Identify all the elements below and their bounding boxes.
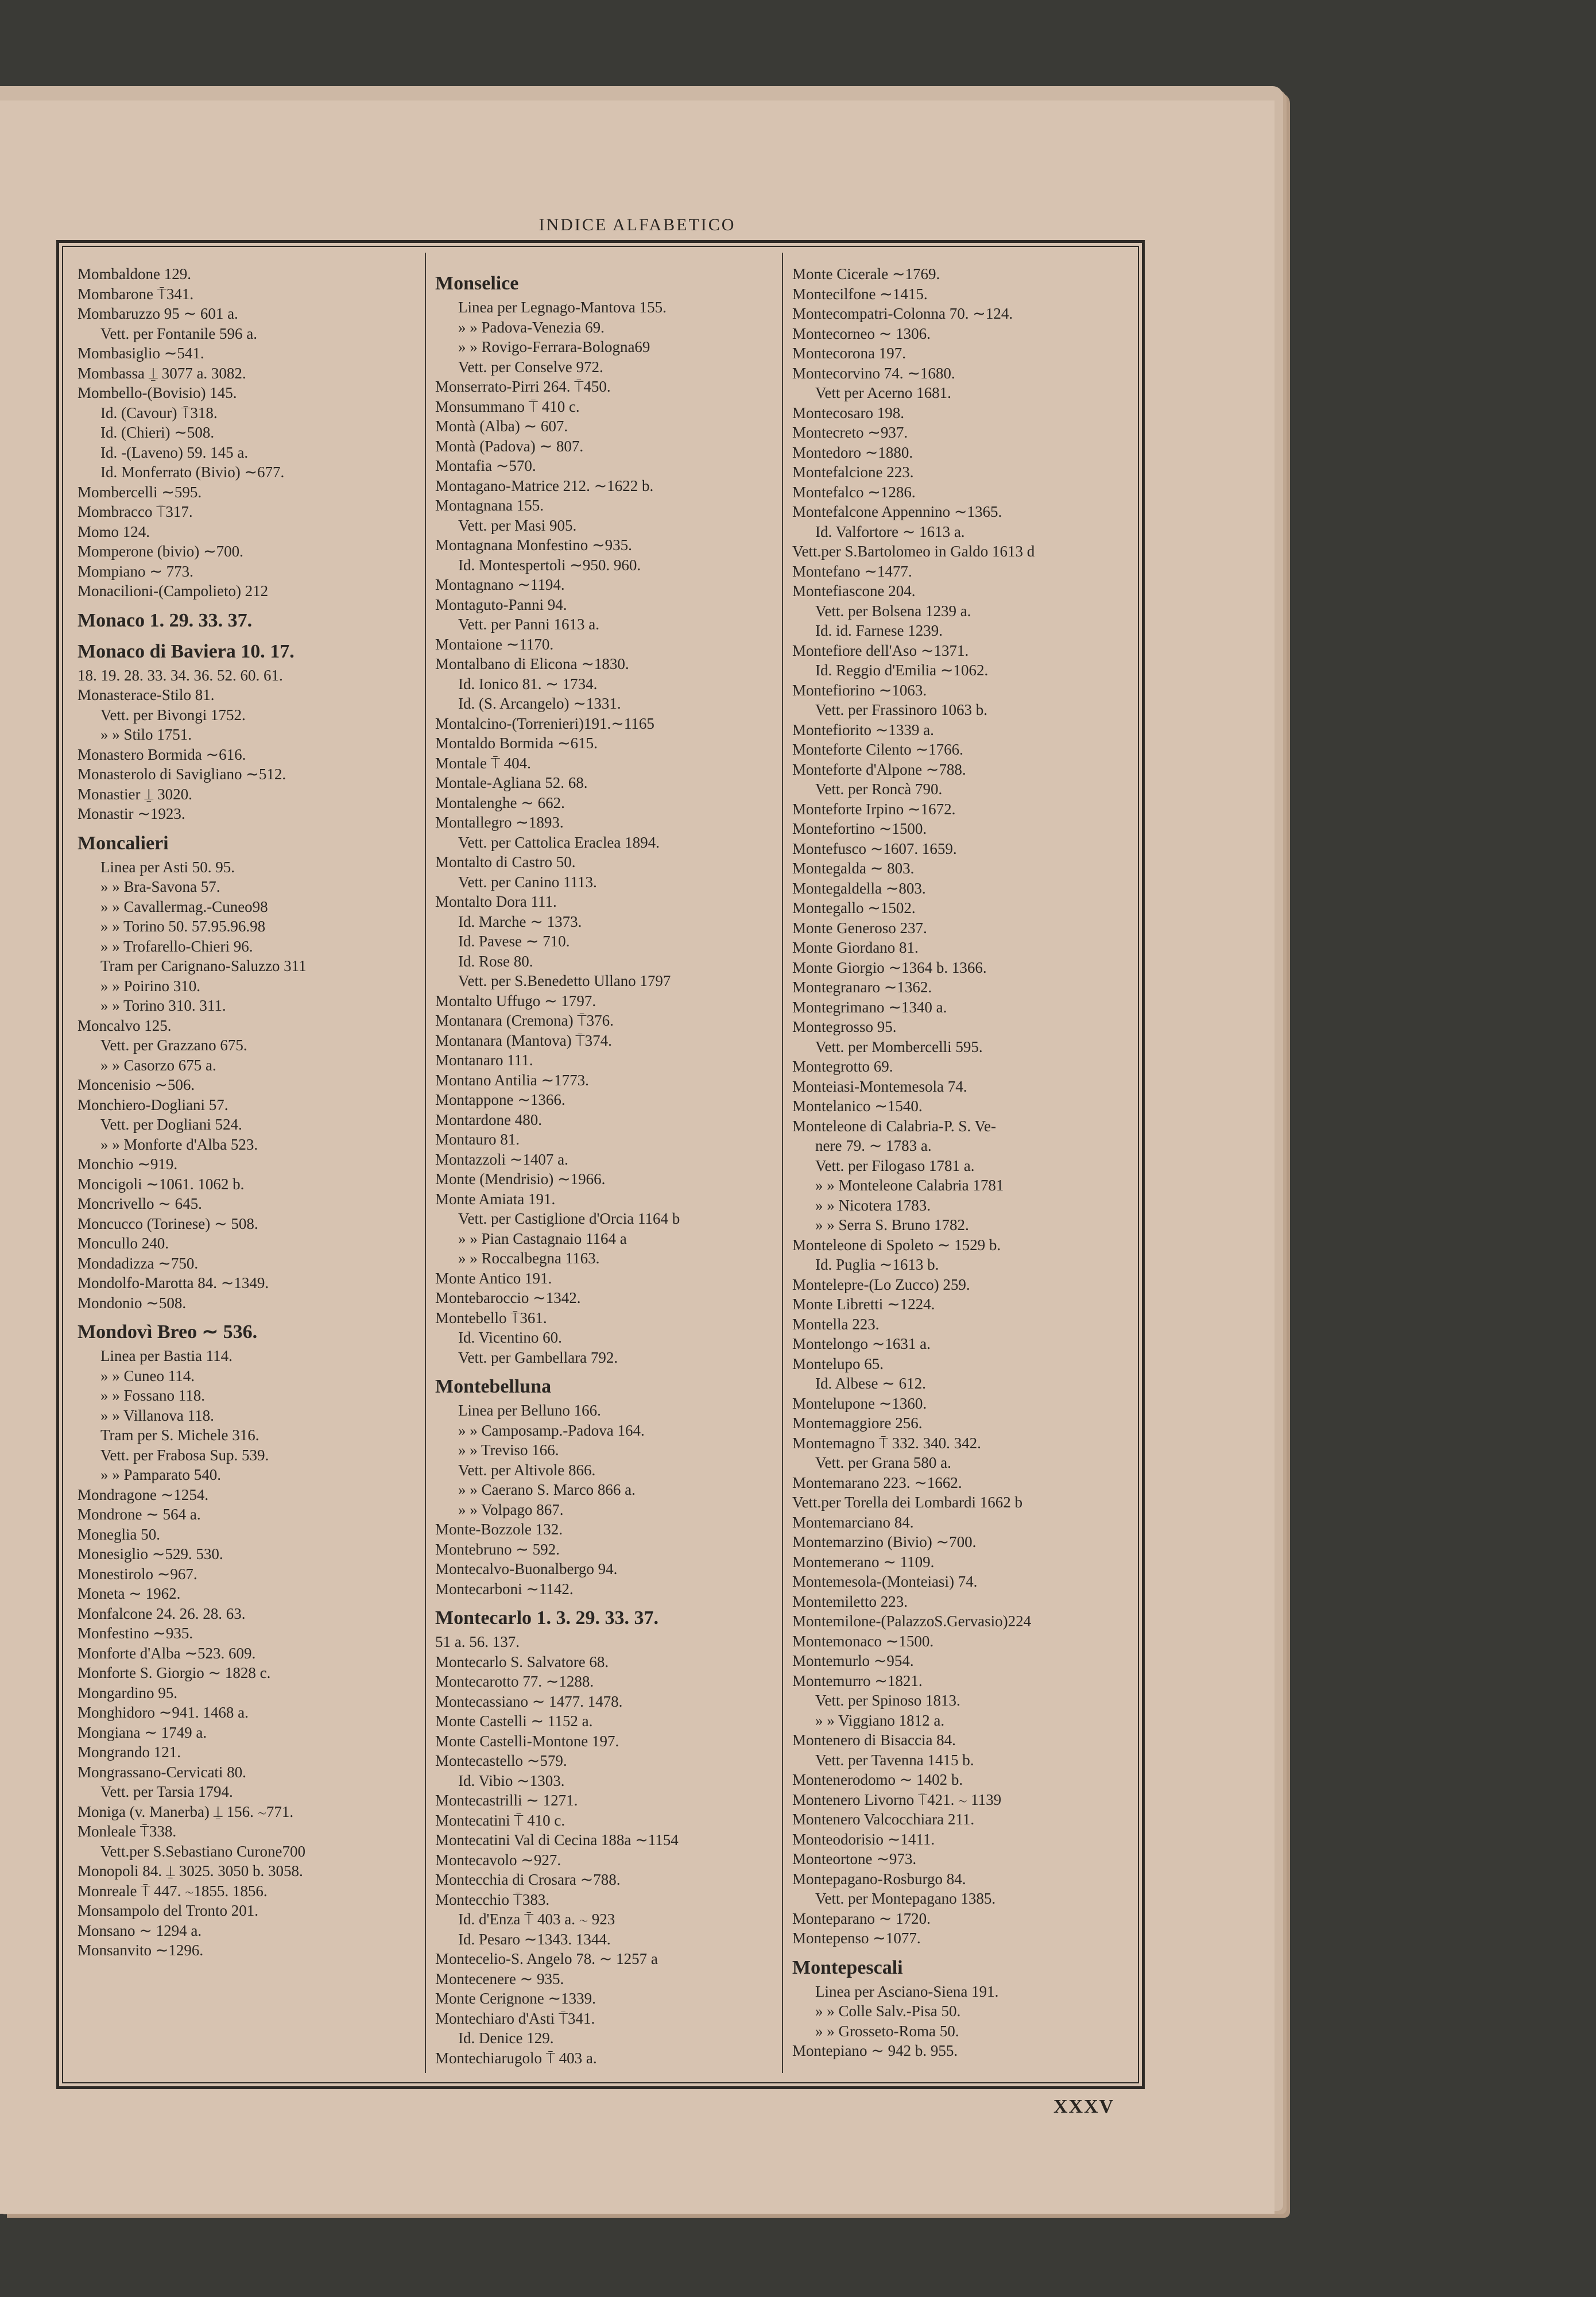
index-entry: Montegaldа ∼ 803. [792, 860, 915, 877]
index-entry: Id. Puglia ∼1613 b. [815, 1256, 939, 1273]
index-entry: Monteleone di Spoleto ∼ 1529 b. [792, 1236, 1001, 1254]
index-entry: » » Trofarello-Chieri 96. [100, 937, 253, 955]
index-entry: Montemaggiore 256. [792, 1414, 923, 1432]
index-entry: Montemilone-(PalazzoS.Gervasio)224 [792, 1612, 1032, 1630]
index-entry: Mompiano ∼ 773. [78, 562, 193, 580]
index-entry: Montecalvo-Buonalbergo 94. [435, 1560, 618, 1577]
index-entry: Id. -(Laveno) 59. 145 a. [100, 443, 249, 461]
index-entry: Montecchia di Crosara ∼788. [435, 1871, 621, 1888]
index-entry: Montagano-Matrice 212. ∼1622 b. [435, 477, 654, 494]
index-entry: » » Grosseto-Roma 50. [815, 2022, 959, 2040]
index-entry: Montenero di Bisaccia 84. [792, 1731, 956, 1749]
index-entry: Moncullo 240. [78, 1235, 169, 1252]
index-entry: Monastier ⍊ 3020. [78, 785, 192, 803]
index-entry: Monfestino ∼935. [78, 1625, 193, 1642]
index-entry: Monte Generoso 237. [792, 919, 927, 937]
index-entry: Montappone ∼1366. [435, 1091, 565, 1108]
index-heading: Moncalieri [78, 832, 169, 854]
index-entry: Montefortino ∼1500. [792, 820, 927, 837]
index-entry: Montemurro ∼1821. [792, 1672, 923, 1689]
index-entry: » » Torino 50. 57.95.96.98 [100, 918, 266, 935]
index-entry: Monte (Mendrisio) ∼1966. [435, 1170, 606, 1188]
index-entry: Monchio ∼919. [78, 1155, 178, 1173]
index-entry: » » Volpago 867. [458, 1501, 564, 1518]
index-entry: Monsampolo del Tronto 201. [78, 1902, 259, 1919]
index-entry: Monteodorisio ∼1411. [792, 1830, 935, 1848]
index-entry: Monestirolo ∼967. [78, 1565, 197, 1583]
index-entry: Montemarciano 84. [792, 1513, 914, 1531]
index-column-1 [78, 264, 422, 1960]
index-entry: Id. Denice 129. [458, 2029, 554, 2047]
index-entry: Montecosaro 198. [792, 404, 904, 421]
index-entry: » » Treviso 166. [458, 1441, 559, 1459]
index-entry: Montemarano 223. ∼1662. [792, 1474, 962, 1491]
index-entry: Vett.per S.Sebastiano Curone700 [100, 1842, 305, 1860]
index-entry: Montefano ∼1477. [792, 562, 912, 580]
index-entry: Mombaruzzo 95 ∼ 601 a. [78, 305, 238, 322]
index-entry: Montelupo 65. [792, 1355, 884, 1372]
index-entry: Id. Valfortore ∼ 1613 a. [815, 523, 965, 540]
index-entry: » » Bra-Savona 57. [100, 878, 220, 895]
index-entry: Montecatini Val di Cecina 188a ∼1154 [435, 1831, 679, 1849]
index-entry: » » Monforte d'Alba 523. [100, 1135, 258, 1153]
index-entry: Montepagano-Rosburgo 84. [792, 1870, 966, 1888]
index-entry: Montecelio-S. Angelo 78. ∼ 1257 a [435, 1950, 658, 1967]
index-entry: Monte Castelli-Montone 197. [435, 1732, 619, 1750]
index-entry: Montegrosso 95. [792, 1018, 897, 1035]
index-entry: Montemonaco ∼1500. [792, 1632, 934, 1650]
index-entry: Id. (S. Arcangelo) ∼1331. [458, 695, 621, 712]
index-entry: Montedoro ∼1880. [792, 443, 913, 461]
index-entry: Montecilfone ∼1415. [792, 285, 928, 303]
index-entry: Monsano ∼ 1294 a. [78, 1921, 202, 1939]
index-heading: Monselice [435, 273, 519, 294]
index-entry: Id. Albese ∼ 612. [815, 1375, 926, 1392]
index-entry: Monte-Bozzole 132. [435, 1521, 563, 1538]
index-entry: Vett. per Filogaso 1781 a. [815, 1157, 975, 1174]
index-entry: Monteforte d'Alpone ∼788. [792, 760, 966, 778]
index-entry: Moncucco (Torinese) ∼ 508. [78, 1215, 258, 1232]
index-entry: Montalto di Castro 50. [435, 853, 576, 871]
index-entry: Montemesola-(Monteiasi) 74. [792, 1573, 978, 1590]
index-entry: Montechiaro d'Asti ⍑341. [435, 2009, 595, 2027]
index-heading: Mondovì Breo ∼ 536. [78, 1321, 258, 1343]
index-entry: Monreale ⍑ 447. ∼1855. 1856. [78, 1882, 268, 1900]
index-entry: Montecassiano ∼ 1477. 1478. [435, 1692, 623, 1710]
index-entry: Vett. per Fontanile 596 a. [100, 324, 257, 342]
index-entry: Linea per Belluno 166. [458, 1402, 601, 1419]
index-entry: Montecorona 197. [792, 345, 906, 362]
index-entry: Vett. per Masi 905. [458, 516, 577, 534]
index-entry: Montalto Dora 111. [435, 893, 557, 910]
index-entry: Montecarlo S. Salvatore 68. [435, 1653, 609, 1670]
index-entry: Vett. per Spinoso 1813. [815, 1692, 960, 1709]
index-entry: Montecavolo ∼927. [435, 1851, 561, 1869]
index-column-2 [435, 264, 780, 2068]
index-entry: Monteortone ∼973. [792, 1850, 917, 1867]
index-entry: Moncenisio ∼506. [78, 1076, 195, 1093]
index-entry: Montecarboni ∼1142. [435, 1580, 574, 1598]
index-entry: Mongiana ∼ 1749 a. [78, 1723, 207, 1741]
index-entry: » » Rovigo-Ferrara-Bologna69 [458, 338, 650, 355]
index-entry: Monteforte Cilento ∼1766. [792, 741, 963, 758]
index-entry: Monleale ⍑338. [78, 1823, 177, 1840]
index-entry: Montalto Uffugo ∼ 1797. [435, 992, 596, 1010]
index-entry: Id. Marche ∼ 1373. [458, 912, 582, 930]
index-entry: Monfalcone 24. 26. 28. 63. [78, 1604, 246, 1622]
index-entry: Mombracco ⍑317. [78, 503, 193, 520]
index-entry: Montebaroccio ∼1342. [435, 1289, 581, 1306]
index-entry: Montenero Valcocchiara 211. [792, 1811, 975, 1828]
index-entry: Montecorneo ∼ 1306. [792, 324, 931, 342]
index-entry: Vett. per Roncà 790. [815, 780, 943, 798]
index-entry: Monchiero-Dogliani 57. [78, 1096, 228, 1113]
index-entry: Montecatini ⍑ 410 c. [435, 1811, 565, 1829]
index-entry: Montefiorino ∼1063. [792, 681, 927, 699]
index-entry: » » Stilo 1751. [100, 726, 192, 743]
index-entry: Montechiarugolo ⍑ 403 a. [435, 2049, 597, 2067]
index-entry: Mombello-(Bovisio) 145. [78, 384, 237, 401]
index-entry: Id. (Chieri) ∼508. [100, 424, 215, 441]
index-entry: Vett. per Grana 580 a. [815, 1454, 951, 1471]
index-entry: Montefalcione 223. [792, 463, 914, 481]
index-entry: Montebello ⍑361. [435, 1309, 547, 1327]
index-entry: Id. Pesaro ∼1343. 1344. [458, 1930, 611, 1948]
index-heading: Montepescali [792, 1956, 903, 1978]
index-entry: Monte Cicerale ∼1769. [792, 265, 940, 283]
index-entry: Vett per Acerno 1681. [815, 384, 951, 401]
index-entry: Monte Libretti ∼1224. [792, 1296, 935, 1313]
index-entry: Linea per Bastia 114. [100, 1347, 233, 1364]
index-entry: Montaione ∼1170. [435, 635, 554, 653]
index-entry: Montaguto-Panni 94. [435, 595, 567, 613]
index-entry: Id. id. Farnese 1239. [815, 622, 943, 639]
index-entry: Monforte d'Alba ∼523. 609. [78, 1644, 256, 1662]
index-entry: Vett.per S.Bartolomeo in Galdo 1613 d [792, 543, 1035, 560]
index-entry: Vett. per Dogliani 524. [100, 1116, 242, 1133]
index-entry: Moneglia 50. [78, 1525, 160, 1543]
page-header: INDICE ALFABETICO [539, 215, 736, 234]
index-entry: Monsanvito ∼1296. [78, 1942, 204, 1959]
index-entry: Moncalvo 125. [78, 1016, 172, 1034]
index-entry: Monte Giordano 81. [792, 939, 919, 956]
index-entry: Montemiletto 223. [792, 1592, 908, 1610]
index-entry: Mombassa ⍊ 3077 a. 3082. [78, 364, 246, 382]
index-entry: Mombasiglio ∼541. [78, 345, 204, 362]
index-entry: Montecchio ⍑383. [435, 1890, 550, 1908]
index-entry: Vett. per Altivole 866. [458, 1461, 596, 1479]
index-entry: Monacilioni-(Campolieto) 212 [78, 582, 269, 600]
index-entry: Mombarone ⍑341. [78, 285, 194, 303]
index-entry: Mondonio ∼508. [78, 1294, 187, 1312]
index-entry: Linea per Legnago-Mantova 155. [458, 299, 667, 316]
index-entry: Vett. per Bivongi 1752. [100, 706, 246, 724]
index-entry: Montanara (Mantova) ⍑374. [435, 1031, 612, 1049]
index-entry: Montefalcone Appennino ∼1365. [792, 503, 1002, 520]
index-entry: Montagnano ∼1194. [435, 576, 565, 593]
index-entry: Mongrassano-Cervicati 80. [78, 1763, 246, 1781]
column-divider [425, 253, 426, 2073]
index-entry: Montelongo ∼1631 a. [792, 1335, 931, 1352]
index-entry: Montegrimano ∼1340 a. [792, 998, 947, 1016]
index-entry: Montazzoli ∼1407 a. [435, 1150, 568, 1168]
index-entry: Id. Rose 80. [458, 952, 533, 970]
index-entry: » » Monteleone Calabria 1781 [815, 1177, 1004, 1194]
index-entry: Montecastrilli ∼ 1271. [435, 1792, 578, 1809]
index-entry: » » Villanova 118. [100, 1406, 214, 1424]
page-number: XXXV [1053, 2096, 1115, 2117]
index-entry: Monte Castelli ∼ 1152 a. [435, 1712, 593, 1730]
index-entry: Tram per S. Michele 316. [100, 1426, 259, 1444]
index-entry: Monforte S. Giorgio ∼ 1828 c. [78, 1664, 271, 1681]
index-entry: Id. Vicentino 60. [458, 1329, 562, 1346]
index-entry: Montefiore dell'Aso ∼1371. [792, 641, 969, 659]
index-entry: Montallegro ∼1893. [435, 814, 564, 831]
index-entry: » » Fossano 118. [100, 1387, 206, 1404]
index-entry: Montemurlo ∼954. [792, 1652, 914, 1669]
index-entry: Vett. per Panni 1613 a. [458, 616, 599, 633]
index-entry: Montalcino-(Torrenieri)191.∼1165 [435, 714, 654, 732]
index-entry: Id. Monferrato (Bivio) ∼677. [100, 463, 285, 481]
index-heading: Montebelluna [435, 1376, 552, 1397]
column-divider [782, 253, 783, 2073]
index-entry: Momperone (bivio) ∼700. [78, 543, 243, 560]
index-entry: Vett. per Montepagano 1385. [815, 1890, 996, 1907]
index-entry: Montepenso ∼1077. [792, 1929, 921, 1947]
index-entry: Montalenghe ∼ 662. [435, 794, 565, 811]
index-entry: Monte Giorgio ∼1364 b. 1366. [792, 958, 987, 976]
index-entry: Vett.per Torella dei Lombardi 1662 b [792, 1494, 1023, 1511]
index-entry: » » Padova-Venezia 69. [458, 318, 605, 336]
index-entry: Montanaro 111. [435, 1051, 533, 1069]
index-entry: Monte Antico 191. [435, 1269, 552, 1287]
index-entry: Montemarzino (Bivio) ∼700. [792, 1533, 977, 1550]
index-entry: Moncigoli ∼1061. 1062 b. [78, 1175, 245, 1193]
index-entry: Montecorvino 74. ∼1680. [792, 364, 955, 382]
index-entry: » » Caerano S. Marco 866 a. [458, 1481, 636, 1498]
index-heading: Monaco di Baviera 10. 17. [78, 640, 295, 662]
index-entry: Monopoli 84. ⍊ 3025. 3050 b. 3058. [78, 1862, 303, 1880]
index-entry: Montà (Padova) ∼ 807. [435, 437, 584, 455]
index-entry: Montaldo Bormida ∼615. [435, 734, 598, 752]
index-entry: Moniga (v. Manerba) ⍊ 156. ∼771. [78, 1803, 294, 1820]
index-entry: Linea per Asciano-Siena 191. [815, 1982, 999, 2000]
index-entry: Montardone 480. [435, 1111, 542, 1128]
index-entry: Mombercelli ∼595. [78, 483, 202, 501]
index-entry: Id. Ionico 81. ∼ 1734. [458, 675, 598, 693]
index-entry: » » Torino 310. 311. [100, 997, 226, 1014]
index-entry: Montecastello ∼579. [435, 1752, 567, 1769]
index-entry: Monasterace-Stilo 81. [78, 686, 215, 703]
index-entry: Vett. per Tavenna 1415 b. [815, 1751, 974, 1769]
index-entry: Montella 223. [792, 1315, 880, 1333]
index-entry: Monserrato-Pirri 264. ⍑450. [435, 378, 611, 395]
index-entry: » » Pian Castagnaio 1164 a [458, 1229, 627, 1247]
index-entry: Vett. per Frassinoro 1063 b. [815, 701, 987, 718]
index-entry: Monsummano ⍑ 410 c. [435, 397, 580, 415]
index-entry: » » Colle Salv.-Pisa 50. [815, 2002, 961, 2020]
index-entry: » » Camposamp.-Padova 164. [458, 1421, 645, 1439]
index-entry: Id. Reggio d'Emilia ∼1062. [815, 662, 989, 679]
index-entry: Montagnana Monfestino ∼935. [435, 536, 632, 554]
index-entry: Monteleone di Calabria-P. S. Ve- [792, 1117, 996, 1135]
index-entry: Montenerodomo ∼ 1402 b. [792, 1771, 963, 1788]
index-entry: Montemerano ∼ 1109. [792, 1553, 935, 1571]
index-entry: Vett. per Canino 1113. [458, 873, 597, 891]
index-entry: Vett. per Conselve 972. [458, 358, 603, 376]
index-entry: Montefalco ∼1286. [792, 483, 916, 501]
index-entry: Vett. per Tarsia 1794. [100, 1783, 233, 1800]
index-entry: Montale-Agliana 52. 68. [435, 774, 588, 791]
index-entry: Mombaldone 129. [78, 265, 191, 283]
index-entry: Montelupone ∼1360. [792, 1394, 927, 1412]
index-heading: Monaco 1. 29. 33. 37. [78, 609, 253, 631]
index-entry: Monte Cerignone ∼1339. [435, 1990, 596, 2007]
index-entry: Vett. per Gambellara 792. [458, 1348, 618, 1366]
index-entry: Monastir ∼1923. [78, 805, 185, 822]
index-entry: Id. Pavese ∼ 710. [458, 933, 570, 950]
index-entry: Mondolfo-Marotta 84. ∼1349. [78, 1274, 269, 1291]
index-entry: Montefiorito ∼1339 a. [792, 721, 934, 738]
index-entry: Montecompatri-Colonna 70. ∼124. [792, 305, 1013, 322]
index-entry: » » Casorzo 675 a. [100, 1056, 216, 1074]
index-entry: Tram per Carignano-Saluzzo 311 [100, 957, 307, 975]
index-entry: Linea per Asti 50. 95. [100, 858, 235, 876]
index-entry: Montecarotto 77. ∼1288. [435, 1673, 594, 1690]
index-entry: Montano Antilia ∼1773. [435, 1071, 589, 1089]
index-column-3 [792, 264, 1137, 2061]
index-entry: Id. d'Enza ⍑ 403 a. ∼ 923 [458, 1911, 615, 1928]
index-entry: Montagnana 155. [435, 497, 544, 514]
index-entry: Montecreto ∼937. [792, 424, 908, 441]
index-entry: » » Viggiano 1812 a. [815, 1711, 945, 1729]
index-entry: Vett. per Mombercelli 595. [815, 1038, 983, 1055]
index-entry: Montecenere ∼ 935. [435, 1970, 564, 1987]
index-entry: Id. (Cavour) ⍑318. [100, 404, 218, 421]
index-entry: 51 a. 56. 137. [435, 1633, 520, 1650]
index-entry: Montale ⍑ 404. [435, 754, 531, 772]
index-entry: Montalbano di Elicona ∼1830. [435, 655, 629, 672]
index-entry: Vett. per Castiglione d'Orcia 1164 b [458, 1210, 680, 1227]
index-entry: Monte Amiata 191. [435, 1190, 556, 1208]
index-entry: Moncrivello ∼ 645. [78, 1195, 202, 1212]
index-entry: Montemagno ⍑ 332. 340. 342. [792, 1434, 981, 1452]
index-entry: Montefiascone 204. [792, 582, 916, 600]
index-entry: Moneta ∼ 1962. [78, 1585, 181, 1602]
index-entry: Vett. per S.Benedetto Ullano 1797 [458, 972, 671, 989]
index-entry: Vett. per Cattolica Eraclea 1894. [458, 833, 660, 851]
index-entry: Monteforte Irpino ∼1672. [792, 800, 956, 818]
index-entry: Monasterolo di Savigliano ∼512. [78, 765, 286, 783]
index-entry: Mongrando 121. [78, 1743, 181, 1761]
index-entry: Montegallo ∼1502. [792, 899, 916, 917]
index-entry: » » Nicotera 1783. [815, 1196, 931, 1214]
index-entry: Id. Vibio ∼1303. [458, 1772, 565, 1789]
index-entry: » » Roccalbegna 1163. [458, 1250, 600, 1267]
index-heading: Montecarlo 1. 3. 29. 33. 37. [435, 1607, 659, 1629]
index-entry: » » Pamparato 540. [100, 1466, 221, 1483]
index-entry: Montepiano ∼ 942 b. 955. [792, 2042, 958, 2059]
index-entry: Vett. per Grazzano 675. [100, 1037, 247, 1054]
index-entry: 18. 19. 28. 33. 34. 36. 52. 60. 61. [78, 666, 283, 684]
index-entry: Montafia ∼570. [435, 457, 536, 474]
index-entry: Montenero Livorno ⍑421. ∼ 1139 [792, 1791, 1002, 1808]
index-entry: Mondadizza ∼750. [78, 1254, 199, 1272]
index-entry: Monteparano ∼ 1720. [792, 1909, 931, 1927]
index-entry: Montà (Alba) ∼ 607. [435, 417, 568, 435]
index-entry: Monastero Bormida ∼616. [78, 745, 246, 763]
index-entry: nere 79. ∼ 1783 a. [815, 1137, 932, 1154]
index-entry: Montegrotto 69. [792, 1058, 893, 1075]
index-entry: Vett. per Bolsena 1239 a. [815, 602, 971, 620]
index-entry: Monghidoro ∼941. 1468 a. [78, 1704, 249, 1721]
index-entry: Momo 124. [78, 523, 150, 540]
index-entry: Montelepre-(Lo Zucco) 259. [792, 1275, 970, 1293]
index-entry: » » Cavallermag.-Cuneo98 [100, 898, 268, 915]
index-entry: Mondragone ∼1254. [78, 1486, 209, 1503]
index-entry: » » Serra S. Bruno 1782. [815, 1216, 969, 1233]
index-entry: Vett. per Frabosa Sup. 539. [100, 1446, 269, 1464]
index-entry: Monteiasi-Montemesola 74. [792, 1077, 967, 1095]
index-entry: Mondrone ∼ 564 a. [78, 1506, 201, 1523]
index-entry: Montefusco ∼1607. 1659. [792, 840, 957, 857]
index-entry: Montauro 81. [435, 1131, 520, 1148]
index-entry: Monesiglio ∼529. 530. [78, 1545, 223, 1563]
index-entry: Montegaldella ∼803. [792, 879, 926, 897]
index-entry: Montanara (Cremona) ⍑376. [435, 1012, 614, 1029]
index-entry: Mongardino 95. [78, 1684, 177, 1702]
index-entry: » » Cuneo 114. [100, 1367, 195, 1385]
index-entry: Id. Montespertoli ∼950. 960. [458, 556, 641, 574]
index-entry: Montebruno ∼ 592. [435, 1540, 560, 1558]
index-entry: » » Poirino 310. [100, 977, 201, 995]
index-entry: Montelanico ∼1540. [792, 1097, 923, 1115]
index-entry: Montegranaro ∼1362. [792, 979, 932, 996]
